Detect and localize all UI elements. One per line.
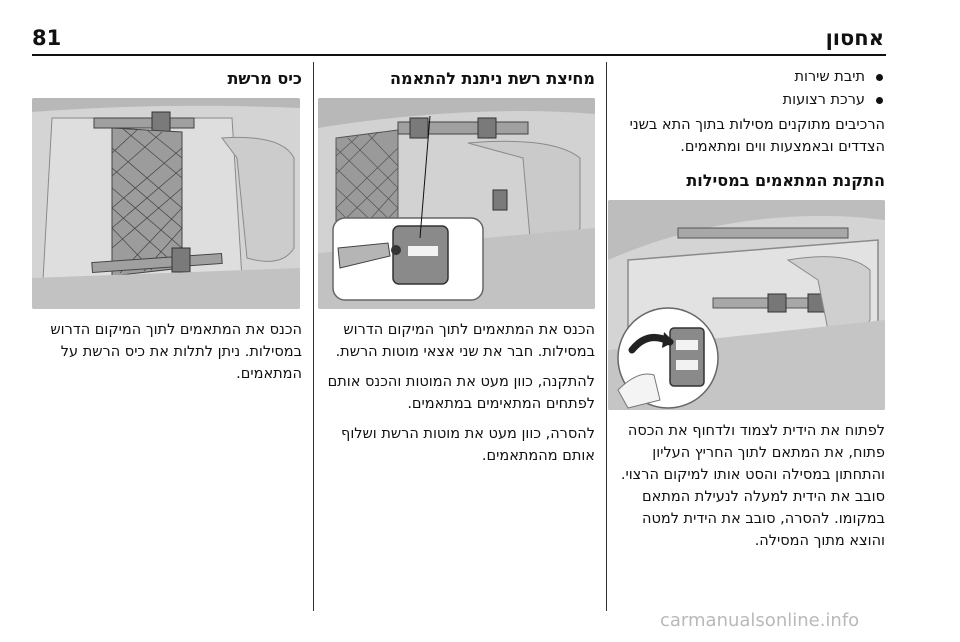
net-partition-install-paragraph: להתקנה, כוון מעט את המוטות והכנס אותם לפתחים המתאימים במתאמים. (327, 374, 595, 412)
list-item: תיבת שירות (608, 66, 885, 89)
section-heading: התקנת המתאמים במסילות (686, 171, 885, 190)
column-net-pocket (32, 60, 302, 385)
intro-paragraph: הרכיבים מתוקנים מסילות בתוך התא בשני הצדדים ובאמצעות ווים ומתאמים. (629, 117, 885, 155)
header-rule (32, 54, 886, 56)
installation-instructions: לפתוח את הידית לצמוד ולדחוף את הכסה פתוח, את המתאם לתוך החריץ העליון והתחתון במסילה והסט אותו למיקום הרצוי. סובב את הידית למעלה לנעילת המתאם במקומו. להסרה, סובב את הידית למטה והוצא מתוך המסילה. (620, 423, 885, 549)
page-title: אחסון (825, 26, 884, 50)
section-heading: כיס מרשת (227, 69, 302, 88)
column-net-partition (318, 60, 595, 467)
bullet-list (608, 66, 885, 112)
net-partition-paragraph: הכנס את המתאמים לתוך המיקום הדרוש במסילות. חבר את שני אצאי מוטות הרשת. (335, 322, 595, 360)
page-header (32, 26, 884, 52)
column-divider (313, 62, 314, 611)
adapter-installation-figure (608, 200, 885, 410)
net-pocket-paragraph: הכנס את המתאמים לתוך המיקום הדרוש במסילות. ניתן לתלות את כיס הרשת על המתאמים. (50, 322, 302, 382)
net-partition-removal-paragraph: להסרה, כוון מעט את מוטות הרשת ושלוף אותם מהמתאמים. (341, 426, 595, 464)
bullet-icon (876, 74, 883, 81)
net-partition-figure (318, 98, 595, 309)
column-installation (608, 60, 885, 552)
watermark: carmanualsonline.info (660, 610, 860, 631)
net-pocket-figure (32, 98, 300, 309)
column-divider (606, 62, 607, 611)
list-item: ערכת רצועות (608, 89, 885, 112)
section-heading: מחיצת רשת ניתנת להתאמה (390, 69, 595, 88)
page-number: 81 (32, 26, 62, 50)
bullet-icon (876, 97, 883, 104)
